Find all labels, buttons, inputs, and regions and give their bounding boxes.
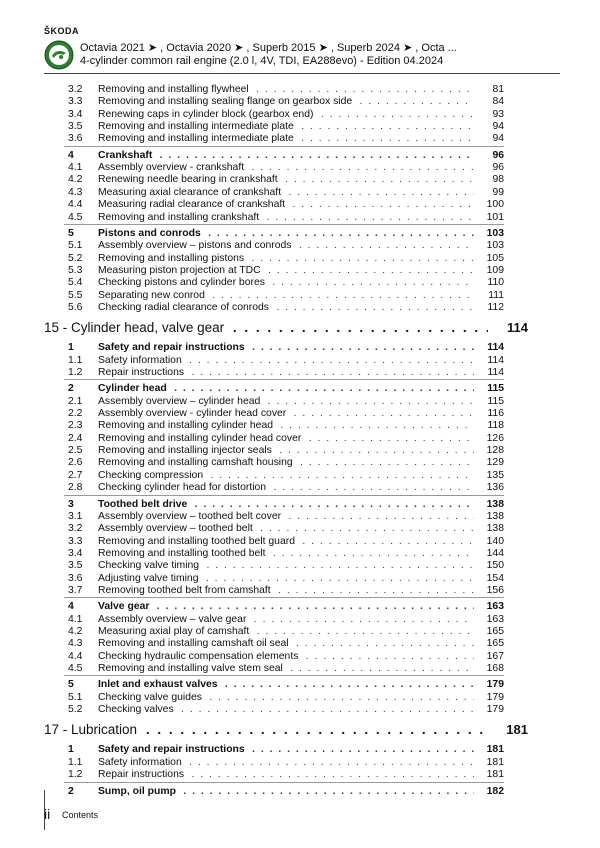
toc-entry[interactable] (0, 432, 600, 445)
toc-entry-page: 105 (474, 252, 504, 265)
toc-entry-number: 5.3 (68, 264, 83, 276)
toc-entry-title: Checking pistons and cylinder bores . . . (98, 276, 504, 289)
toc-entry-number: 3.6 (68, 572, 83, 584)
toc-entry-number: 2.2 (68, 408, 83, 420)
toc-entry-number: 2 (68, 785, 74, 797)
toc-entry-page: 154 (474, 572, 504, 585)
toc-entry-title: Removing and installing pistons . . . (98, 252, 504, 265)
toc-entry-number: 2.1 (68, 395, 83, 407)
toc-entry-number: 2.4 (68, 432, 83, 444)
toc-entry-page: 112 (474, 301, 504, 314)
toc-entry-title: Renewing needle bearing in crankshaft . . . (98, 173, 504, 186)
toc-entry-title: Crankshaft . . . (98, 149, 504, 162)
toc-entry-title: Removing and installing intermediate plate . . . (98, 120, 504, 133)
toc-entry-number: 3.4 (68, 108, 83, 120)
section-divider (64, 597, 504, 598)
toc-entry-title: Inlet and exhaust valves . . . (98, 678, 504, 691)
toc-section[interactable] (0, 743, 600, 756)
footer-section-label: Contents (62, 810, 99, 820)
toc-entry[interactable] (0, 301, 600, 314)
toc-entry[interactable] (0, 469, 600, 482)
toc-entry-title: Sump, oil pump . . . (98, 785, 504, 798)
toc-entry-page: 136 (474, 481, 504, 494)
toc-entry-page: 179 (474, 691, 504, 704)
toc-entry[interactable] (0, 572, 600, 585)
toc-entry-title: Pistons and conrods . . . (98, 227, 504, 240)
toc-entry-number: 5.1 (68, 240, 83, 252)
toc-chapter-title: 17 - Lubrication . . . (44, 721, 504, 739)
toc-entry-number: 4.5 (68, 663, 83, 675)
toc-entry[interactable] (0, 522, 600, 535)
toc-section[interactable] (0, 341, 600, 354)
toc-entry-number: 4.4 (68, 199, 83, 211)
toc-entry-number: 5.6 (68, 301, 83, 313)
toc-section[interactable] (0, 600, 600, 613)
toc-entry-title: Removing and installing flywheel . . . (98, 83, 504, 96)
toc-chapter[interactable] (0, 319, 600, 337)
toc-entry-page: 140 (474, 535, 504, 548)
toc-entry-title: Removing and installing cylinder head cover . . . (98, 432, 504, 445)
toc-section[interactable] (0, 149, 600, 162)
toc-entry-page: 163 (474, 600, 504, 613)
toc-entry-number: 4 (68, 149, 74, 161)
toc-entry-number: 4.2 (68, 174, 83, 186)
toc-entry-page: 129 (474, 456, 504, 469)
toc-entry[interactable] (0, 354, 600, 367)
toc-entry[interactable] (0, 239, 600, 252)
toc-entry[interactable] (0, 252, 600, 265)
toc-entry-number: 1.1 (68, 756, 83, 768)
toc-entry-page: 156 (474, 584, 504, 597)
toc-entry-page: 96 (474, 149, 504, 162)
toc-entry-page: 165 (474, 637, 504, 650)
toc-entry-number: 3.4 (68, 547, 83, 559)
toc-entry[interactable] (0, 510, 600, 523)
toc-entry-number: 4.2 (68, 626, 83, 637)
toc-entry[interactable] (0, 276, 600, 289)
toc-entry[interactable] (0, 456, 600, 469)
toc-entry-page: 99 (474, 186, 504, 199)
toc-entry-title: Checking compression . . . (98, 469, 504, 482)
toc-entry[interactable] (0, 559, 600, 572)
header-models: Octavia 2021 ➤ , Octavia 2020 ➤ , Superb 2015 ➤ , Superb 2024 ➤ , Octa ... (80, 42, 457, 54)
section-divider (64, 675, 504, 676)
toc-entry[interactable] (0, 186, 600, 199)
toc-entry[interactable] (0, 535, 600, 548)
toc-section[interactable] (0, 227, 600, 240)
toc-entry-number: 1 (68, 744, 74, 756)
toc-entry[interactable] (0, 547, 600, 560)
toc-entry-page: 181 (474, 743, 504, 756)
toc-entry[interactable] (0, 637, 600, 650)
toc-chapter-title: 15 - Cylinder head, valve gear . . . (44, 319, 504, 337)
toc-entry-page: 103 (474, 239, 504, 252)
toc-entry-title: Cylinder head . . . (98, 382, 504, 395)
section-divider (64, 495, 504, 496)
section-divider (64, 379, 504, 380)
toc-entry-number: 2.5 (68, 445, 83, 457)
toc-entry-title: Valve gear . . . (98, 600, 504, 613)
toc-entry-title: Measuring radial clearance of crankshaft . . . (98, 198, 504, 211)
toc-entry-page: 118 (474, 419, 504, 432)
toc-entry-page: 114 (474, 366, 504, 379)
toc-entry-title: Removing and installing camshaft housing . . . (98, 456, 504, 469)
toc-entry-page: 181 (474, 768, 504, 781)
toc-entry-title: Removing and installing injector seals . . . (98, 444, 504, 457)
toc-entry-title: Measuring axial play of camshaft . . . (98, 625, 504, 638)
toc-entry[interactable] (0, 703, 600, 716)
toc-entry-page: 115 (474, 382, 504, 395)
toc-entry-title: Removing and installing intermediate plate . . . (98, 132, 504, 145)
toc-entry-number: 4.4 (68, 650, 83, 662)
toc-chapter-page: 181 (488, 721, 528, 739)
toc-entry-number: 1.2 (68, 367, 83, 378)
toc-entry-page: 179 (474, 703, 504, 716)
toc-entry-page: 114 (474, 341, 504, 354)
toc-entry-title: Removing and installing sealing flange on gearbox side . . . (98, 95, 504, 108)
toc-entry[interactable] (0, 198, 600, 211)
toc-entry-title: Separating new conrod . . . (98, 289, 504, 302)
toc-entry-number: 3.3 (68, 535, 83, 547)
toc-entry-title: Removing and installing cylinder head . . . (98, 419, 504, 432)
toc-entry-page: 144 (474, 547, 504, 560)
toc-entry-number: 4.5 (68, 211, 83, 223)
toc-entry-title: Checking valves . . . (98, 703, 504, 716)
toc-entry-page: 101 (474, 211, 504, 224)
toc-entry[interactable] (0, 625, 600, 638)
toc-entry-page: 94 (474, 132, 504, 145)
toc-entry[interactable] (0, 120, 600, 133)
toc-entry[interactable] (0, 419, 600, 432)
toc-entry-title: Removing and installing crankshaft . . . (98, 211, 504, 224)
toc-entry-title: Safety information . . . (98, 756, 504, 769)
toc-entry-title: Checking cylinder head for distortion . . . (98, 481, 504, 494)
toc-entry[interactable] (0, 584, 600, 597)
toc-entry-page: 100 (474, 198, 504, 211)
toc-entry-title: Assembly overview – toothed belt . . . (98, 522, 504, 535)
toc-entry-page: 167 (474, 650, 504, 663)
toc-entry[interactable] (0, 95, 600, 108)
skoda-logo-icon (44, 40, 74, 70)
toc-entry-number: 2.7 (68, 469, 83, 481)
toc-entry-title: Assembly overview - cylinder head cover . . . (98, 407, 504, 420)
toc-entry-number: 1.2 (68, 769, 83, 781)
toc-entry[interactable] (0, 481, 600, 494)
toc-entry-number: 2.6 (68, 457, 83, 469)
toc-entry[interactable] (0, 613, 600, 626)
toc-entry-number: 3.1 (68, 510, 83, 522)
toc-entry-page: 94 (474, 120, 504, 133)
toc-entry-number: 2.8 (68, 482, 83, 494)
toc-entry-title: Renewing caps in cylinder block (gearbox end) . . . (98, 108, 504, 121)
toc-entry-number: 5.2 (68, 704, 83, 716)
toc-entry-title: Measuring piston projection at TDC . . . (98, 264, 504, 277)
toc-entry-number: 3.6 (68, 133, 83, 145)
toc-entry-number: 1.1 (68, 354, 83, 366)
toc-entry-page: 115 (474, 395, 504, 408)
toc-entry-number: 4.3 (68, 186, 83, 198)
toc-entry-page: 98 (474, 173, 504, 186)
toc-entry-title: Checking radial clearance of conrods . . . (98, 301, 504, 314)
brand-name: ŠKODA (44, 26, 80, 36)
toc-entry[interactable] (0, 768, 600, 781)
toc-entry-title: Removing and installing toothed belt . . . (98, 547, 504, 560)
toc-entry-title: Repair instructions . . . (98, 768, 504, 781)
toc-entry-page: 179 (474, 678, 504, 691)
toc-entry-number: 2 (68, 383, 74, 395)
toc-entry[interactable] (0, 756, 600, 769)
toc-entry-page: 138 (474, 522, 504, 535)
toc-entry[interactable] (0, 211, 600, 224)
toc-entry-title: Checking valve guides . . . (98, 691, 504, 704)
toc-entry[interactable] (0, 264, 600, 277)
toc-entry-page: 103 (474, 227, 504, 240)
toc-entry-number: 2.3 (68, 420, 83, 432)
toc-entry-number: 3.5 (68, 121, 83, 133)
toc-section[interactable] (0, 678, 600, 691)
toc-entry-number: 4 (68, 601, 74, 613)
toc-entry-title: Toothed belt drive . . . (98, 498, 504, 511)
toc-entry-number: 5.5 (68, 289, 83, 301)
toc-section[interactable] (0, 382, 600, 395)
toc-entry-number: 5 (68, 227, 74, 239)
toc-entry-page: 110 (474, 276, 504, 289)
toc-entry[interactable] (0, 650, 600, 663)
toc-entry[interactable] (0, 691, 600, 704)
toc-entry-title: Removing and installing valve stem seal . . . (98, 662, 504, 675)
toc-entry[interactable] (0, 161, 600, 174)
toc-entry-page: 128 (474, 444, 504, 457)
toc-entry-page: 96 (474, 161, 504, 174)
toc-entry-page: 138 (474, 498, 504, 511)
toc-entry-number: 3.3 (68, 96, 83, 108)
toc-entry[interactable] (0, 289, 600, 302)
toc-entry[interactable] (0, 132, 600, 145)
toc-entry-title: Assembly overview – valve gear . . . (98, 613, 504, 626)
toc-entry[interactable] (0, 83, 600, 96)
toc-entry-number: 3.7 (68, 584, 83, 596)
toc-entry-title: Assembly overview – toothed belt cover . . . (98, 510, 504, 523)
toc-entry-page: 182 (474, 785, 504, 798)
section-divider (64, 224, 504, 225)
toc-entry-number: 5.1 (68, 691, 83, 703)
toc-entry-number: 5 (68, 679, 74, 691)
toc-entry-page: 116 (474, 407, 504, 420)
toc-entry-title: Removing and installing toothed belt guard . . . (98, 535, 504, 548)
toc-entry-number: 4.1 (68, 162, 83, 174)
page-header (0, 0, 600, 80)
header-engine-edition: 4-cylinder common rail engine (2.0 l, 4V, TDI, EA288evo) - Edition 04.2024 (80, 55, 444, 67)
toc-entry-title: Assembly overview – cylinder head . . . (98, 395, 504, 408)
toc-entry-number: 3 (68, 498, 74, 510)
toc-entry-number: 3.2 (68, 523, 83, 535)
toc-chapter[interactable] (0, 721, 600, 739)
toc-entry[interactable] (0, 407, 600, 420)
toc-entry-page: 138 (474, 510, 504, 523)
toc-entry-title: Adjusting valve timing . . . (98, 572, 504, 585)
toc-entry[interactable] (0, 444, 600, 457)
toc-entry-number: 1 (68, 342, 74, 354)
toc-entry[interactable] (0, 395, 600, 408)
toc-entry-title: Safety information . . . (98, 354, 504, 367)
toc-entry-page: 150 (474, 559, 504, 572)
toc-entry-title: Checking valve timing . . . (98, 559, 504, 572)
toc-entry-number: 3.2 (68, 84, 83, 95)
toc-entry-page: 114 (474, 354, 504, 367)
toc-entry-title: Measuring axial clearance of crankshaft . . . (98, 186, 504, 199)
toc-entry-title: Assembly overview – pistons and conrods . . . (98, 239, 504, 252)
toc-entry-title: Removing and installing camshaft oil seal . . . (98, 637, 504, 650)
toc-entry-title: Assembly overview - crankshaft . . . (98, 161, 504, 174)
footer-page-number: ii (44, 806, 51, 822)
toc-entry-page: 168 (474, 662, 504, 675)
toc-entry-page: 84 (474, 95, 504, 108)
toc-entry-page: 135 (474, 469, 504, 482)
toc-entry-page: 163 (474, 613, 504, 626)
toc-entry[interactable] (0, 662, 600, 675)
toc-entry-page: 126 (474, 432, 504, 445)
header-divider (44, 73, 560, 74)
toc-entry-title: Repair instructions . . . (98, 366, 504, 379)
toc-entry-title: Safety and repair instructions . . . (98, 743, 504, 756)
section-divider (64, 782, 504, 783)
toc-entry-title: Safety and repair instructions . . . (98, 341, 504, 354)
toc-entry-page: 111 (474, 289, 504, 302)
toc-entry[interactable] (0, 366, 600, 379)
toc-entry-page: 181 (474, 756, 504, 769)
section-divider (64, 146, 504, 147)
toc-entry-page: 81 (474, 83, 504, 96)
toc-entry-title: Removing toothed belt from camshaft . . . (98, 584, 504, 597)
toc-entry-number: 3.5 (68, 560, 83, 572)
toc-entry-number: 4.1 (68, 613, 83, 625)
toc-entry-page: 93 (474, 108, 504, 121)
toc-entry[interactable] (0, 108, 600, 121)
toc-chapter-page: 114 (488, 319, 528, 337)
toc-entry-number: 5.2 (68, 252, 83, 264)
toc-entry[interactable] (0, 173, 600, 186)
toc-entry-number: 4.3 (68, 638, 83, 650)
toc-section[interactable] (0, 785, 600, 798)
toc-entry-number: 5.4 (68, 277, 83, 289)
toc-entry-title: Checking hydraulic compensation elements . . . (98, 650, 504, 663)
toc-section[interactable] (0, 498, 600, 511)
toc-entry-page: 165 (474, 625, 504, 638)
toc-entry-page: 109 (474, 264, 504, 277)
